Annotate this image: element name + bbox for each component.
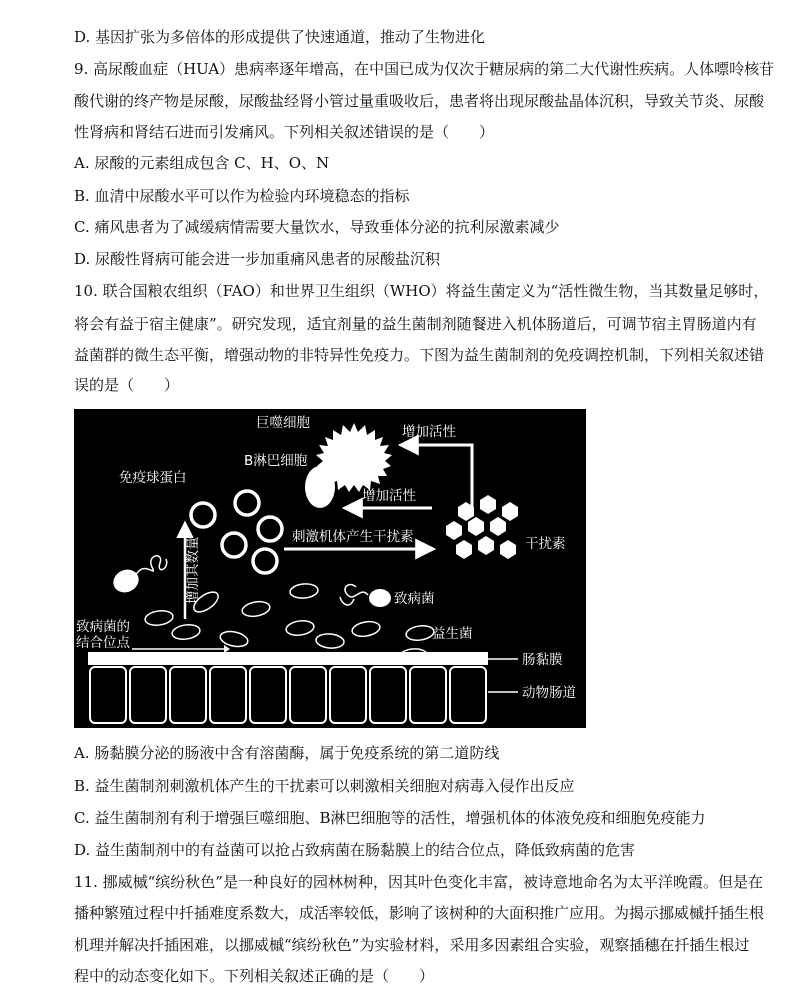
interferon-molecules — [446, 495, 518, 559]
probiotic-immune-diagram — [74, 409, 586, 728]
binding-site-label-line-1: 致病菌的 — [76, 619, 130, 635]
intestinal-mucosa-label: 肠黏膜 — [522, 652, 563, 668]
q11-stem-line-4: 程中的动态变化如下。下列相关叙述正确的是（ ） — [74, 967, 435, 985]
intestinal-mucosa-band — [88, 652, 488, 665]
q8-option-d: D. 基因扩张为多倍体的形成提供了快速通道，推动了生物进化 — [74, 28, 486, 46]
q10-option-c: C. 益生菌制剂有利于增强巨噬细胞、B淋巴细胞等的活性，增强机体的体液免疫和细胞免疫能力 — [74, 809, 706, 827]
immunoglobulin-label: 免疫球蛋白 — [119, 470, 187, 486]
q9-option-a: A. 尿酸的元素组成包含 C、H、O、N — [74, 154, 330, 172]
increase-quantity-label: 增加其数量 — [185, 536, 201, 604]
q9-stem-line-2: 酸代谢的终产物是尿酸，尿酸盐经肾小管过量重吸收后，患者将出现尿酸盐晶体沉积，导致关节炎、尿酸 — [74, 92, 765, 110]
q9-option-d: D. 尿酸性肾病可能会进一步加重痛风患者的尿酸盐沉积 — [74, 250, 441, 268]
pathogen-left — [110, 556, 167, 597]
pathogen-label: 致病菌 — [394, 591, 435, 607]
q10-stem-line-2: 将会有益于宿主健康”。研究发现，适宜剂量的益生菌制剂随餐进入机体肠道后，可调节宿主胃肠道内有 — [74, 315, 757, 333]
q11-stem-line-2: 播种繁殖过程中扦插难度系数大，成活率较低，影响了该树种的大面积推广应用。为揭示挪威槭扦插生根 — [74, 904, 765, 922]
q11-stem-line-1: 11. 挪威槭“缤纷秋色”是一种良好的园林树种，因其叶色变化丰富，被诗意地命名为太平洋晚霞。但是在 — [74, 873, 763, 891]
q10-option-a: A. 肠黏膜分泌的肠液中含有溶菌酶，属于免疫系统的第二道防线 — [74, 744, 500, 762]
q10-option-b: B. 益生菌制剂刺激机体产生的干扰素可以刺激相关细胞对病毒入侵作出反应 — [74, 777, 575, 795]
q9-stem-line-3: 性肾病和肾结石进而引发痛风。下列相关叙述错误的是（ ） — [74, 123, 495, 141]
macrophage-label: 巨噬细胞 — [256, 415, 310, 431]
q10-stem-line-1: 10. 联合国粮农组织（FAO）和世界卫生组织（WHO）将益生菌定义为“活性微生物，当其数量足够时， — [74, 282, 769, 300]
b-lymphocyte-label: B淋巴细胞 — [244, 453, 308, 469]
q10-option-d: D. 益生菌制剂中的有益菌可以抢占致病菌在肠黏膜上的结合位点，降低致病菌的危害 — [74, 841, 636, 859]
pathogen-right — [340, 585, 391, 607]
animal-intestine-label: 动物肠道 — [522, 685, 576, 701]
immunoglobulin-rings — [191, 491, 282, 573]
stimulate-interferon-label: 刺激机体产生干扰素 — [292, 529, 414, 545]
q11-stem-line-3: 机理并解决扦插困难，以挪威槭“缤纷秋色”为实验材料，采用多因素组合实验，观察插穗在扦插生根过 — [74, 936, 750, 954]
b-lymphocyte-cell — [305, 466, 335, 508]
q10-stem-line-4: 误的是（ ） — [74, 376, 180, 394]
binding-site-label-line-2: 结合位点 — [76, 635, 130, 651]
q9-option-b: B. 血清中尿酸水平可以作为检验内环境稳态的指标 — [74, 187, 410, 205]
q10-stem-line-3: 益菌群的微生态平衡，增强动物的非特异性免疫力。下图为益生菌制剂的免疫调控机制，下列相关叙述错 — [74, 346, 765, 364]
increase-activity-label-2: 增加活性 — [362, 488, 416, 504]
q9-stem-line-1: 9. 高尿酸血症（HUA）患病率逐年增高，在中国已成为仅次于糖尿病的第二大代谢性疾病。人体嘌呤核苷 — [74, 60, 775, 78]
binding-site-marker — [224, 645, 230, 653]
probiotic-label: 益生菌 — [432, 626, 473, 642]
increase-activity-label-1: 增加活性 — [402, 424, 456, 440]
q9-option-c: C. 痛风患者为了减缓病情需要大量饮水，导致垂体分泌的抗利尿激素减少 — [74, 218, 560, 236]
intestinal-cells — [90, 667, 486, 723]
interferon-label: 干扰素 — [525, 536, 566, 552]
